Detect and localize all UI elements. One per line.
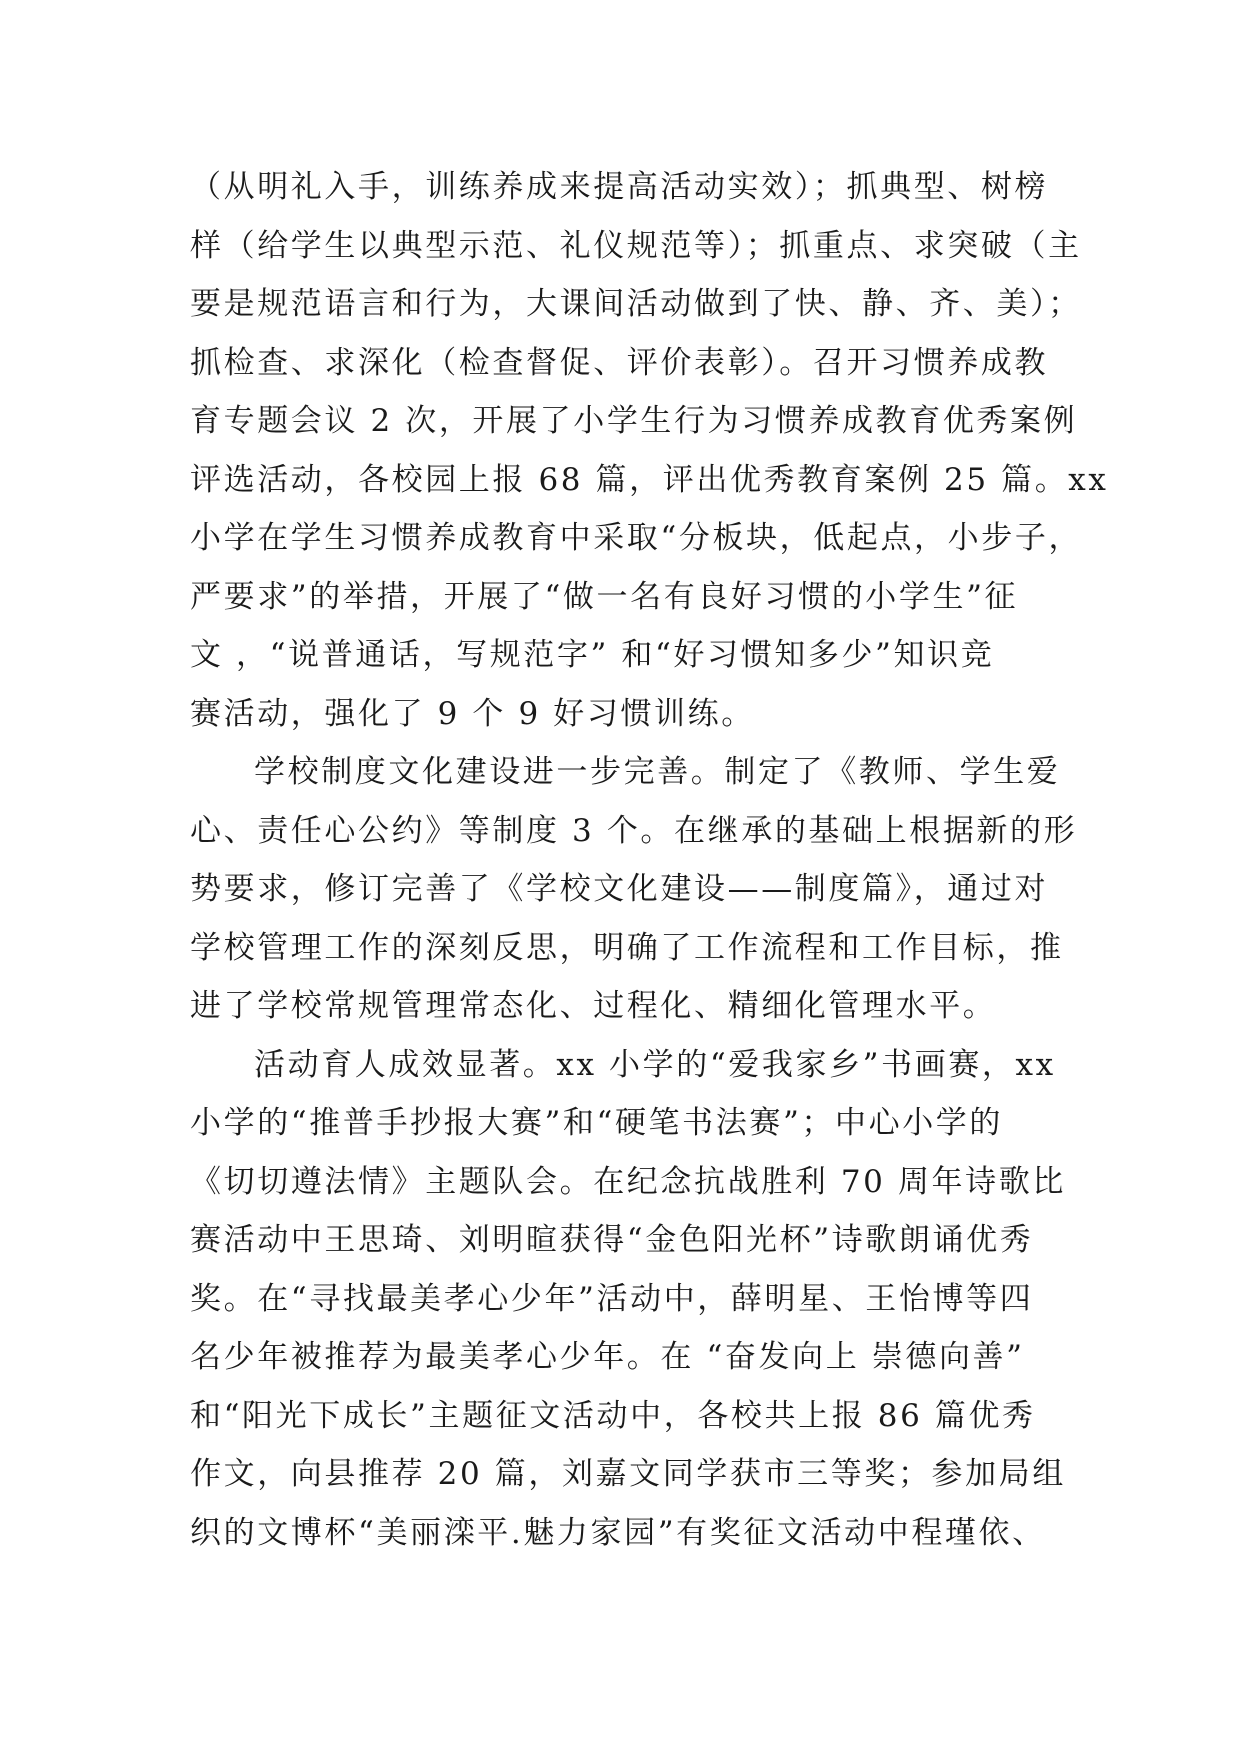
text-line: 要是规范语言和行为，大课间活动做到了快、静、齐、美）； [190, 286, 1082, 322]
text-line: 样（给学生以典型示范、礼仪规范等）；抓重点、求突破（主 [190, 227, 1082, 264]
text-line: 进了学校常规管理常态化、过程化、精细化管理水平。 [190, 988, 997, 1024]
paragraph-first-line: 活动育人成效显著。xx 小学的“爱我家乡”书画赛，xx [254, 1046, 1056, 1083]
paragraph-first-line: 学校制度文化建设进一步完善。制定了《教师、学生爱 [254, 754, 1061, 790]
text-line: 抓检查、求深化（检查督促、评价表彰）。召开习惯养成教 [190, 344, 1049, 381]
text-line: 作文，向县推荐 20 篇，刘嘉文同学获市三等奖；参加局组 [190, 1456, 1066, 1492]
text-line: 小学的“推普手抄报大赛”和“硬笔书法赛”；中心小学的 [190, 1105, 1003, 1141]
text-line: 学校管理工作的深刻反思，明确了工作流程和工作目标，推 [190, 929, 1064, 966]
text-line: 文 ，“说普通话，写规范字” 和“好习惯知多少”知识竞 [190, 637, 995, 673]
text-line: 势要求，修订完善了《学校文化建设——制度篇》，通过对 [190, 871, 1049, 907]
text-line: 织的文博杯“美丽滦平.魅力家园”有奖征文活动中程瑾依、 [190, 1514, 1046, 1551]
text-line: 赛活动，强化了 9 个 9 好习惯训练。 [190, 695, 755, 732]
text-line: 育专题会议 2 次，开展了小学生行为习惯养成教育优秀案例 [190, 403, 1078, 439]
text-line: 严要求”的举措，开展了“做一名有良好习惯的小学生”征 [190, 578, 1019, 615]
text-line: 《切切遵法情》主题队会。在纪念抗战胜利 70 周年诗歌比 [190, 1163, 1066, 1200]
text-line: 名少年被推荐为最美孝心少年。在 “奋发向上 崇德向善” [190, 1339, 1025, 1375]
text-line: 评选活动，各校园上报 68 篇，评出优秀教育案例 25 篇。xx [190, 461, 1109, 498]
text-line: （从明礼入手，训练养成来提高活动实效）；抓典型、树榜 [190, 169, 1049, 205]
text-line: 赛活动中王思琦、刘明暄获得“金色阳光杯”诗歌朗诵优秀 [190, 1222, 1034, 1258]
text-line: 奖。在“寻找最美孝心少年”活动中，薛明星、王怡博等四 [190, 1280, 1034, 1317]
document-body [190, 158, 1109, 1562]
text-line: 和“阳光下成长”主题征文活动中，各校共上报 86 篇优秀 [190, 1397, 1036, 1434]
text-line: 心、责任心公约》等制度 3 个。在继承的基础上根据新的形 [190, 812, 1078, 849]
text-line: 小学在学生习惯养成教育中采取“分板块，低起点，小步子， [190, 520, 1083, 556]
